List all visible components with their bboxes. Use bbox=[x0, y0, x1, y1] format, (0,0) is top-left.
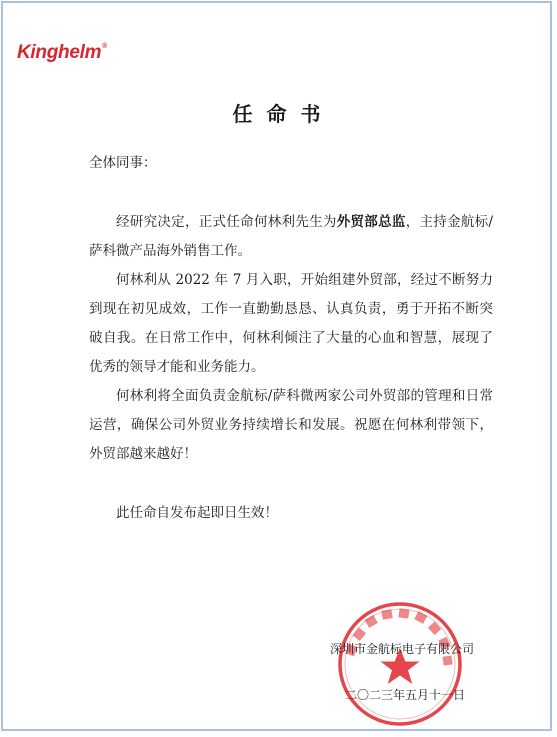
document-title: 任命书 bbox=[232, 102, 335, 126]
appointment-text-before: 经研究决定，正式任命何林利先生为 bbox=[116, 214, 337, 230]
document-page bbox=[1, 1, 552, 731]
issue-date: 二〇二三年五月十一日 bbox=[345, 688, 466, 702]
salutation: 全体同事： bbox=[89, 155, 157, 171]
registered-mark: ® bbox=[102, 43, 108, 50]
paragraph-background: 何林利从 2022 年 7 月入职，开始组建外贸部，经过不断努力到现在初见成效，工作一直勤勤恳恳、认真负责，勇于开拓不断突破自我。在日常工作中，何林利倾注了大量的心血和智慧，展现了优秀的领导才能和业务能力。 bbox=[89, 272, 493, 375]
appointment-text-after: ，主持金航标/萨科微产品海外销售工作。 bbox=[89, 214, 493, 259]
effective-statement: 此任命自发布起即日生效！ bbox=[116, 505, 278, 521]
logo-text: Kinghelm bbox=[17, 42, 102, 63]
paragraph-appointment bbox=[89, 208, 493, 266]
appointed-position: 外贸部总监 bbox=[336, 214, 406, 230]
kinghelm-logo bbox=[17, 43, 107, 62]
document-body bbox=[89, 208, 493, 469]
paragraph-responsibilities: 何林利将全面负责金航标/萨科微两家公司外贸部的管理和日常运营，确保公司外贸业务持续增长和发展。祝愿在何林利带领下，外贸部越来越好！ bbox=[89, 388, 493, 462]
company-name: 深圳市金航标电子有限公司 bbox=[330, 642, 475, 656]
company-seal-stamp bbox=[336, 600, 464, 728]
